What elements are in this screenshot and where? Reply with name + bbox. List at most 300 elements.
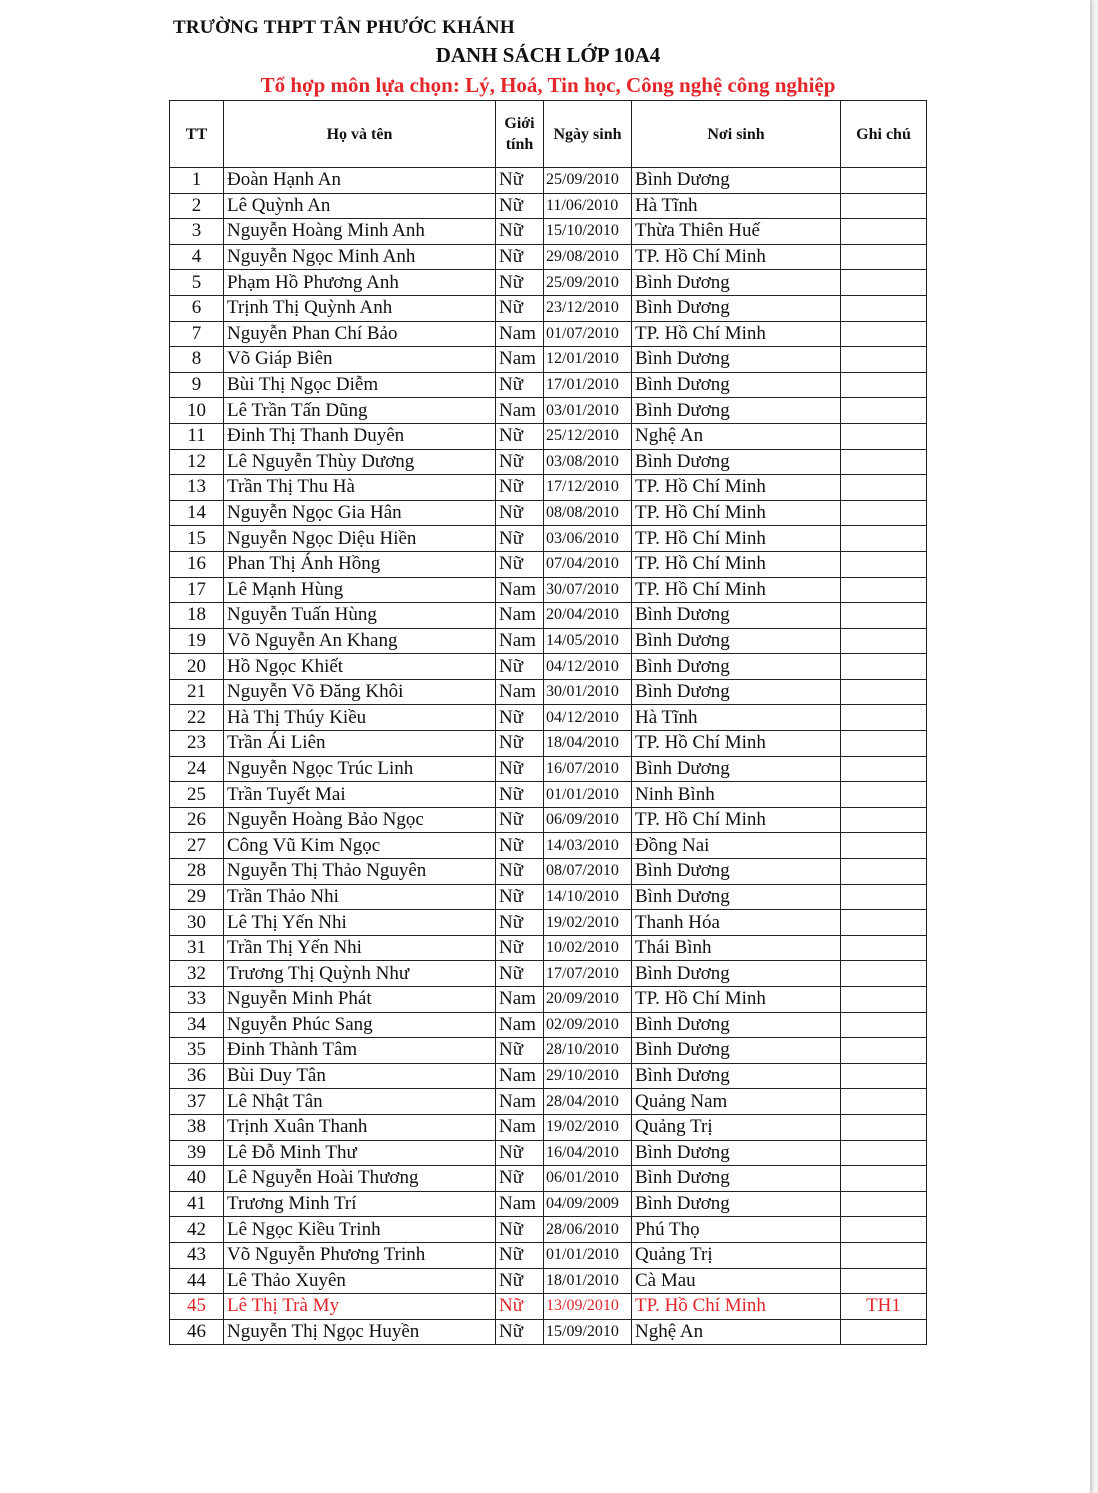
cell-name: Lê Trần Tấn Dũng [224,398,496,424]
cell-name: Nguyễn Võ Đăng Khôi [224,679,496,705]
cell-note [841,884,927,910]
cell-note [841,910,927,936]
cell-name: Trần Thị Yến Nhi [224,935,496,961]
cell-sex: Nữ [496,168,544,194]
cell-tt: 15 [170,526,224,552]
cell-note [841,961,927,987]
col-header-pob: Nơi sinh [632,101,841,168]
cell-tt: 2 [170,193,224,219]
cell-sex: Nữ [496,244,544,270]
table-row [170,884,927,910]
cell-dob: 28/04/2010 [544,1089,632,1115]
cell-tt: 3 [170,219,224,245]
cell-pob: TP. Hồ Chí Minh [632,551,841,577]
cell-sex: Nữ [496,551,544,577]
cell-pob: Bình Dương [632,347,841,373]
col-header-sex [496,101,544,168]
cell-pob: TP. Hồ Chí Minh [632,526,841,552]
cell-dob: 11/06/2010 [544,193,632,219]
cell-tt: 7 [170,321,224,347]
cell-pob: TP. Hồ Chí Minh [632,731,841,757]
table-row [170,475,927,501]
cell-tt: 18 [170,603,224,629]
cell-sex: Nam [496,577,544,603]
cell-name: Đoàn Hạnh An [224,168,496,194]
table-row [170,219,927,245]
cell-note [841,1012,927,1038]
cell-pob: Bình Dương [632,372,841,398]
cell-pob: TP. Hồ Chí Minh [632,500,841,526]
cell-note [841,731,927,757]
cell-pob: Bình Dương [632,295,841,321]
cell-dob: 14/10/2010 [544,884,632,910]
cell-tt: 31 [170,935,224,961]
cell-tt: 35 [170,1038,224,1064]
cell-note [841,347,927,373]
table-row [170,321,927,347]
table-row [170,193,927,219]
table-row [170,1166,927,1192]
cell-dob: 03/01/2010 [544,398,632,424]
table-row [170,1319,927,1345]
cell-sex: Nữ [496,193,544,219]
cell-pob: Bình Dương [632,168,841,194]
cell-dob: 06/01/2010 [544,1166,632,1192]
cell-sex: Nam [496,1063,544,1089]
cell-name: Nguyễn Minh Phát [224,987,496,1013]
cell-dob: 16/07/2010 [544,756,632,782]
cell-name: Nguyễn Ngọc Gia Hân [224,500,496,526]
cell-dob: 03/08/2010 [544,449,632,475]
cell-dob: 01/07/2010 [544,321,632,347]
table-row [170,1140,927,1166]
cell-name: Nguyễn Hoàng Minh Anh [224,219,496,245]
cell-note [841,526,927,552]
cell-name: Bùi Thị Ngọc Diễm [224,372,496,398]
cell-tt: 24 [170,756,224,782]
cell-pob: Bình Dương [632,1063,841,1089]
cell-sex: Nam [496,628,544,654]
table-row [170,270,927,296]
cell-dob: 30/01/2010 [544,679,632,705]
cell-dob: 25/09/2010 [544,168,632,194]
cell-tt: 1 [170,168,224,194]
cell-pob: Nghệ An [632,423,841,449]
cell-pob: Quảng Nam [632,1089,841,1115]
cell-dob: 20/04/2010 [544,603,632,629]
cell-tt: 19 [170,628,224,654]
cell-dob: 16/04/2010 [544,1140,632,1166]
cell-note [841,321,927,347]
cell-tt: 17 [170,577,224,603]
cell-tt: 14 [170,500,224,526]
subject-combination: Tổ hợp môn lựa chọn: Lý, Hoá, Tin học, Công nghệ công nghiệp [260,73,836,97]
table-row [170,526,927,552]
cell-note [841,168,927,194]
cell-note [841,833,927,859]
cell-pob: Bình Dương [632,628,841,654]
cell-tt: 25 [170,782,224,808]
table-row [170,628,927,654]
table-row [170,1114,927,1140]
cell-dob: 25/09/2010 [544,270,632,296]
cell-dob: 04/09/2009 [544,1191,632,1217]
table-row [170,910,927,936]
cell-note [841,1063,927,1089]
cell-tt: 36 [170,1063,224,1089]
cell-note [841,449,927,475]
col-header-sex-line2: tính [505,136,534,153]
cell-dob: 01/01/2010 [544,782,632,808]
table-row [170,295,927,321]
cell-note [841,423,927,449]
cell-name: Hà Thị Thúy Kiều [224,705,496,731]
cell-dob: 23/12/2010 [544,295,632,321]
cell-pob: Ninh Bình [632,782,841,808]
cell-pob: Hà Tĩnh [632,193,841,219]
school-name: TRƯỜNG THPT TÂN PHƯỚC KHÁNH [173,17,515,38]
table-row [170,1268,927,1294]
cell-dob: 19/02/2010 [544,910,632,936]
cell-pob: Thanh Hóa [632,910,841,936]
table-row [170,1294,927,1320]
cell-sex: Nữ [496,1242,544,1268]
cell-dob: 15/09/2010 [544,1319,632,1345]
table-row [170,833,927,859]
cell-name: Lê Ngọc Kiều Trinh [224,1217,496,1243]
cell-name: Nguyễn Phúc Sang [224,1012,496,1038]
cell-sex: Nữ [496,1294,544,1320]
cell-sex: Nam [496,1089,544,1115]
cell-note [841,551,927,577]
cell-pob: Bình Dương [632,1012,841,1038]
table-row [170,423,927,449]
cell-name: Nguyễn Thị Thảo Nguyên [224,859,496,885]
cell-dob: 17/12/2010 [544,475,632,501]
cell-sex: Nam [496,321,544,347]
cell-pob: Bình Dương [632,398,841,424]
cell-sex: Nữ [496,910,544,936]
cell-tt: 9 [170,372,224,398]
cell-name: Nguyễn Ngọc Trúc Linh [224,756,496,782]
cell-dob: 15/10/2010 [544,219,632,245]
cell-sex: Nam [496,679,544,705]
cell-dob: 01/01/2010 [544,1242,632,1268]
cell-sex: Nữ [496,295,544,321]
cell-name: Võ Nguyễn Phương Trinh [224,1242,496,1268]
cell-note [841,270,927,296]
cell-note [841,219,927,245]
cell-name: Lê Thị Trà My [224,1294,496,1320]
cell-pob: Cà Mau [632,1268,841,1294]
cell-tt: 6 [170,295,224,321]
cell-dob: 17/07/2010 [544,961,632,987]
table-row [170,731,927,757]
table-row [170,756,927,782]
cell-tt: 23 [170,731,224,757]
cell-sex: Nữ [496,500,544,526]
student-table [169,100,927,1345]
cell-pob: TP. Hồ Chí Minh [632,807,841,833]
cell-note [841,756,927,782]
cell-tt: 13 [170,475,224,501]
page-title: DANH SÁCH LỚP 10A4 [435,43,661,67]
table-row [170,654,927,680]
cell-name: Lê Nhật Tân [224,1089,496,1115]
table-row [170,398,927,424]
cell-sex: Nữ [496,859,544,885]
cell-tt: 8 [170,347,224,373]
cell-sex: Nữ [496,1268,544,1294]
cell-sex: Nữ [496,961,544,987]
cell-dob: 18/01/2010 [544,1268,632,1294]
table-row [170,1012,927,1038]
cell-tt: 42 [170,1217,224,1243]
cell-name: Trịnh Thị Quỳnh Anh [224,295,496,321]
cell-note [841,807,927,833]
cell-name: Trần Ái Liên [224,731,496,757]
cell-tt: 41 [170,1191,224,1217]
cell-sex: Nam [496,1114,544,1140]
cell-tt: 4 [170,244,224,270]
table-row [170,372,927,398]
cell-note [841,500,927,526]
cell-sex: Nữ [496,1166,544,1192]
cell-note [841,577,927,603]
cell-sex: Nam [496,987,544,1013]
cell-sex: Nữ [496,1038,544,1064]
cell-note [841,935,927,961]
cell-sex: Nữ [496,1140,544,1166]
col-header-sex-line1: Giới [504,115,535,132]
table-row [170,705,927,731]
table-row [170,244,927,270]
cell-pob: Bình Dương [632,859,841,885]
table-row [170,577,927,603]
cell-dob: 29/10/2010 [544,1063,632,1089]
cell-dob: 30/07/2010 [544,577,632,603]
cell-note [841,705,927,731]
cell-tt: 37 [170,1089,224,1115]
cell-sex: Nữ [496,756,544,782]
cell-note [841,295,927,321]
cell-note [841,654,927,680]
cell-note [841,193,927,219]
col-header-dob: Ngày sinh [544,101,632,168]
cell-pob: TP. Hồ Chí Minh [632,987,841,1013]
cell-sex: Nữ [496,475,544,501]
cell-tt: 12 [170,449,224,475]
table-row [170,1191,927,1217]
table-body [170,168,927,1345]
cell-pob: Bình Dương [632,961,841,987]
cell-pob: TP. Hồ Chí Minh [632,1294,841,1320]
cell-sex: Nữ [496,731,544,757]
table-row [170,807,927,833]
cell-pob: Quảng Trị [632,1242,841,1268]
cell-sex: Nữ [496,449,544,475]
cell-sex: Nữ [496,654,544,680]
cell-sex: Nam [496,1191,544,1217]
table-row [170,347,927,373]
cell-note [841,628,927,654]
cell-note [841,1114,927,1140]
cell-name: Lê Nguyễn Hoài Thương [224,1166,496,1192]
cell-dob: 28/10/2010 [544,1038,632,1064]
cell-dob: 04/12/2010 [544,705,632,731]
cell-name: Lê Quỳnh An [224,193,496,219]
cell-tt: 20 [170,654,224,680]
cell-dob: 20/09/2010 [544,987,632,1013]
cell-pob: Bình Dương [632,270,841,296]
cell-pob: Đồng Nai [632,833,841,859]
cell-name: Phan Thị Ánh Hồng [224,551,496,577]
cell-pob: Thừa Thiên Huế [632,219,841,245]
cell-name: Hồ Ngọc Khiết [224,654,496,680]
cell-dob: 25/12/2010 [544,423,632,449]
cell-sex: Nữ [496,423,544,449]
table-row [170,859,927,885]
cell-sex: Nữ [496,372,544,398]
cell-dob: 06/09/2010 [544,807,632,833]
cell-pob: Bình Dương [632,1166,841,1192]
cell-sex: Nữ [496,705,544,731]
cell-name: Nguyễn Ngọc Minh Anh [224,244,496,270]
cell-sex: Nữ [496,935,544,961]
cell-note [841,1140,927,1166]
cell-sex: Nam [496,603,544,629]
cell-sex: Nữ [496,782,544,808]
cell-name: Công Vũ Kim Ngọc [224,833,496,859]
cell-sex: Nữ [496,526,544,552]
cell-pob: Bình Dương [632,449,841,475]
cell-tt: 27 [170,833,224,859]
cell-name: Nguyễn Phan Chí Bảo [224,321,496,347]
cell-name: Lê Mạnh Hùng [224,577,496,603]
table-row [170,449,927,475]
cell-name: Nguyễn Tuấn Hùng [224,603,496,629]
cell-sex: Nam [496,347,544,373]
cell-note [841,603,927,629]
cell-sex: Nữ [496,219,544,245]
table-row [170,1063,927,1089]
cell-tt: 46 [170,1319,224,1345]
cell-name: Đinh Thị Thanh Duyên [224,423,496,449]
table-row [170,782,927,808]
cell-dob: 08/07/2010 [544,859,632,885]
cell-tt: 40 [170,1166,224,1192]
cell-dob: 04/12/2010 [544,654,632,680]
cell-pob: Bình Dương [632,1191,841,1217]
cell-tt: 39 [170,1140,224,1166]
cell-pob: TP. Hồ Chí Minh [632,244,841,270]
table-row [170,679,927,705]
cell-pob: Quảng Trị [632,1114,841,1140]
table-row [170,961,927,987]
cell-tt: 16 [170,551,224,577]
cell-tt: 33 [170,987,224,1013]
cell-note [841,1217,927,1243]
cell-dob: 08/08/2010 [544,500,632,526]
cell-note [841,859,927,885]
cell-pob: Hà Tĩnh [632,705,841,731]
cell-name: Trần Thảo Nhi [224,884,496,910]
cell-name: Trần Tuyết Mai [224,782,496,808]
table-row [170,1242,927,1268]
cell-tt: 22 [170,705,224,731]
cell-dob: 14/03/2010 [544,833,632,859]
cell-name: Lê Nguyễn Thùy Dương [224,449,496,475]
cell-sex: Nữ [496,807,544,833]
table-row [170,500,927,526]
col-header-note: Ghi chú [841,101,927,168]
cell-pob: Bình Dương [632,884,841,910]
col-header-name: Họ và tên [224,101,496,168]
cell-name: Trương Minh Trí [224,1191,496,1217]
cell-sex: Nam [496,398,544,424]
table-row [170,935,927,961]
cell-sex: Nữ [496,1319,544,1345]
cell-dob: 17/01/2010 [544,372,632,398]
cell-dob: 29/08/2010 [544,244,632,270]
cell-pob: Bình Dương [632,1038,841,1064]
cell-sex: Nữ [496,833,544,859]
cell-note [841,1089,927,1115]
cell-tt: 26 [170,807,224,833]
cell-tt: 32 [170,961,224,987]
cell-tt: 28 [170,859,224,885]
cell-note [841,1268,927,1294]
cell-note [841,475,927,501]
cell-dob: 02/09/2010 [544,1012,632,1038]
cell-tt: 34 [170,1012,224,1038]
cell-pob: TP. Hồ Chí Minh [632,321,841,347]
cell-note [841,1191,927,1217]
table-row [170,1089,927,1115]
cell-note [841,398,927,424]
cell-name: Nguyễn Ngọc Diệu Hiền [224,526,496,552]
cell-sex: Nữ [496,1217,544,1243]
cell-note [841,244,927,270]
cell-name: Bùi Duy Tân [224,1063,496,1089]
table-row [170,1038,927,1064]
cell-note [841,782,927,808]
cell-name: Nguyễn Thị Ngọc Huyền [224,1319,496,1345]
cell-tt: 10 [170,398,224,424]
table-row [170,168,927,194]
cell-pob: Bình Dương [632,654,841,680]
cell-pob: Bình Dương [632,1140,841,1166]
cell-dob: 18/04/2010 [544,731,632,757]
table-header-row [170,101,927,168]
cell-tt: 5 [170,270,224,296]
cell-note [841,1319,927,1345]
cell-tt: 11 [170,423,224,449]
cell-pob: Bình Dương [632,679,841,705]
cell-sex: Nữ [496,884,544,910]
cell-dob: 13/09/2010 [544,1294,632,1320]
cell-name: Phạm Hồ Phương Anh [224,270,496,296]
cell-pob: Nghệ An [632,1319,841,1345]
cell-name: Trịnh Xuân Thanh [224,1114,496,1140]
table-row [170,987,927,1013]
cell-name: Lê Đỗ Minh Thư [224,1140,496,1166]
cell-dob: 10/02/2010 [544,935,632,961]
cell-note: TH1 [841,1294,927,1320]
cell-pob: TP. Hồ Chí Minh [632,475,841,501]
cell-tt: 43 [170,1242,224,1268]
table-row [170,551,927,577]
